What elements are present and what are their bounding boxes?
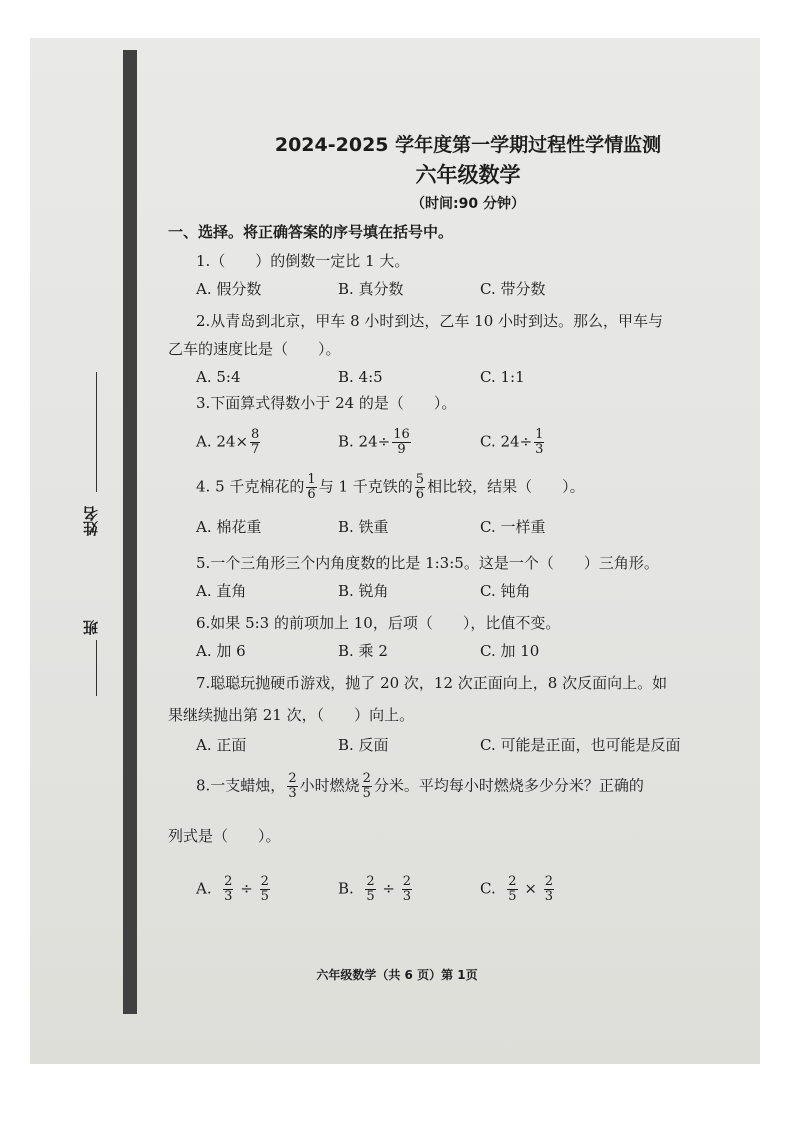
binding-bar <box>123 50 137 1014</box>
option-a: A. 5:4 <box>196 368 241 386</box>
fraction: $\frac{2}{5}$ <box>366 874 375 904</box>
question-2-line-1: 2.从青岛到北京，甲车 8 小时到达，乙车 10 小时到达。那么，甲车与 <box>196 312 664 330</box>
fraction: $\frac{2}{3}$ <box>288 771 297 801</box>
option-c: C. 加 10 <box>480 642 540 660</box>
option-c: C. 可能是正面，也可能是反面 <box>480 736 681 754</box>
name-underline <box>96 372 97 492</box>
exam-content <box>168 130 728 904</box>
question-5-options <box>168 578 728 604</box>
exam-title: 2024-2025 学年度第一学期过程性学情监测 <box>274 134 662 156</box>
fraction: $\frac{8}{7}$ <box>251 427 260 457</box>
option-b: B. 锐角 <box>338 582 389 600</box>
question-2-line-2: 乙车的速度比是（ ）。 <box>168 340 341 358</box>
name-label: 姓名 <box>82 506 100 536</box>
class-label: 班 <box>82 620 100 635</box>
option-b: B. 乘 2 <box>338 642 388 660</box>
fraction: $\frac{16}{9}$ <box>393 427 410 457</box>
option-a: A. $\frac{2}{3}$ ÷ $\frac{2}{5}$ <box>196 874 269 904</box>
fraction: $\frac{2}{5}$ <box>362 771 371 801</box>
option-b: B. 4:5 <box>338 368 383 386</box>
question-8-line-2: 列式是（ ）。 <box>168 827 281 845</box>
question-7-line-1: 7.聪聪玩抛硬币游戏，抛了 20 次，12 次正面向上，8 次反面向上。如 <box>196 674 668 692</box>
fraction: $\frac{2}{3}$ <box>224 874 233 904</box>
question-1: 1.（ ）的倒数一定比 1 大。 <box>196 252 410 270</box>
question-7-options <box>168 732 728 758</box>
question-8-line-1: 8.一支蜡烛， $\frac{2}{3}$ 小时燃烧 $\frac{2}{5}$ 分米。平均每小时燃烧多少分米？正确的 <box>196 771 644 801</box>
option-b: B. 铁重 <box>338 518 389 536</box>
fraction: $\frac{2}{3}$ <box>402 874 412 904</box>
option-b: B. 24÷ $\frac{16}{9}$ <box>338 427 410 457</box>
fraction: $\frac{1}{6}$ <box>307 472 316 502</box>
question-6-options <box>168 638 728 664</box>
option-a: A. 棉花重 <box>196 518 262 536</box>
question-7-line-2: 果继续抛出第 21 次，（ ）向上。 <box>168 706 415 724</box>
option-b: B. $\frac{2}{5}$ ÷ $\frac{2}{3}$ <box>338 874 412 904</box>
question-1-options <box>168 276 728 302</box>
option-a: A. 24× $\frac{8}{7}$ <box>196 427 260 457</box>
option-b: B. 真分数 <box>338 280 404 298</box>
option-c: C. 1:1 <box>480 368 525 386</box>
option-c: C. 一样重 <box>480 518 546 536</box>
question-6: 6.如果 5:3 的前项加上 10，后项（ ），比值不变。 <box>196 614 561 632</box>
question-4: 4. 5 千克棉花的 $\frac{1}{6}$ 与 1 千克铁的 $\frac{5}{6}$ 相比较，结果（ ）。 <box>196 472 585 502</box>
option-a: A. 加 6 <box>196 642 246 660</box>
fraction: $\frac{2}{3}$ <box>544 874 553 904</box>
fraction: $\frac{5}{6}$ <box>415 472 425 502</box>
class-underline <box>96 640 97 696</box>
question-4-options <box>168 514 728 540</box>
option-a: A. 假分数 <box>196 280 262 298</box>
exam-subject: 六年级数学 <box>415 163 521 187</box>
option-b: B. 反面 <box>338 736 389 754</box>
section-heading: 一、选择。将正确答案的序号填在括号中。 <box>168 223 454 241</box>
page-footer: 六年级数学（共 6 页）第 1页 <box>316 968 478 982</box>
option-c: C. 24÷ $\frac{1}{3}$ <box>480 427 544 457</box>
option-c: C. 带分数 <box>480 280 546 298</box>
option-c: C. $\frac{2}{5}$ × $\frac{2}{3}$ <box>480 874 553 904</box>
fraction: $\frac{2}{5}$ <box>508 874 517 904</box>
question-8-options <box>168 875 728 904</box>
fraction: $\frac{2}{5}$ <box>260 874 269 904</box>
question-3-options <box>168 428 728 457</box>
option-a: A. 直角 <box>196 582 247 600</box>
question-3: 3.下面算式得数小于 24 的是（ ）。 <box>196 394 457 412</box>
exam-time: （时间:90 分钟） <box>411 196 525 212</box>
option-a: A. 正面 <box>196 736 247 754</box>
question-5: 5.一个三角形三个内角度数的比是 1:3:5。这是一个（ ）三角形。 <box>196 554 659 572</box>
fraction: $\frac{1}{3}$ <box>535 427 544 457</box>
question-2-options <box>168 364 728 390</box>
option-c: C. 钝角 <box>480 582 531 600</box>
